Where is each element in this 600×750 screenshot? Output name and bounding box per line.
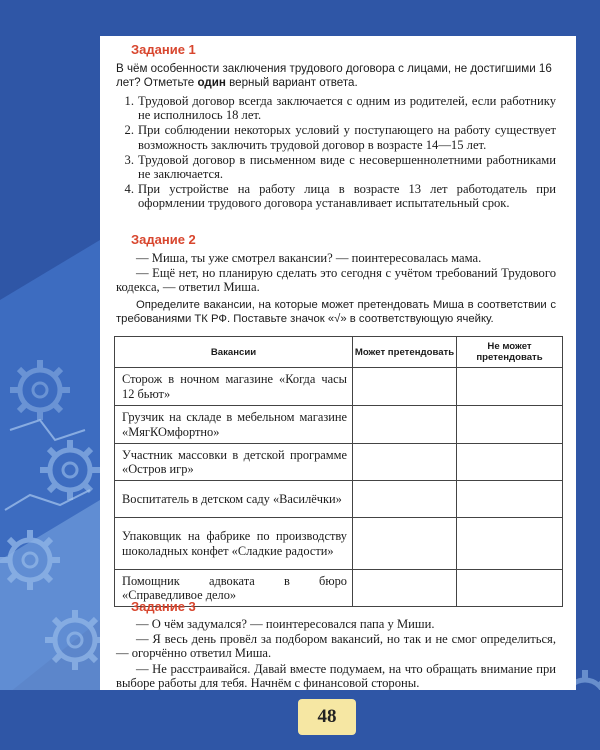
- header-cannot-apply: Не может претендовать: [457, 337, 563, 368]
- option-number: 4.: [124, 182, 134, 197]
- dialog-line: — Не расстраивайся. Давай вместе подумаем, на что обращать внимание при выборе работы для тебя. Начнём с финансовой стороны.: [116, 661, 556, 690]
- header-can-apply: Может претендовать: [353, 337, 457, 368]
- dialog-line: — О чём задумался? — поинтересовался папа у Миши.: [136, 617, 435, 631]
- can-apply-cell[interactable]: [353, 406, 457, 444]
- can-apply-cell[interactable]: [353, 570, 457, 607]
- task2-title: Задание 2: [131, 232, 196, 247]
- dialog-line: — Миша, ты уже смотрел вакансии? — поинтересовалась мама.: [136, 251, 482, 265]
- header-vacancies: Вакансии: [115, 337, 353, 368]
- task1-option[interactable]: [116, 153, 556, 181]
- page-number: 48: [298, 699, 356, 735]
- can-apply-cell[interactable]: [353, 481, 457, 518]
- vacancy-name: Упаковщик на фабрике по производству шоколадных конфет «Сладкие радости»: [115, 518, 353, 570]
- can-apply-cell[interactable]: [353, 518, 457, 570]
- vacancy-name: Участник массовки в детской программе «Остров игр»: [115, 444, 353, 481]
- task2-dialog: [116, 251, 556, 296]
- task3-dialog: [116, 617, 556, 691]
- cannot-apply-cell[interactable]: [457, 444, 563, 481]
- table-row: [115, 406, 563, 444]
- table-row: [115, 518, 563, 570]
- task1-option[interactable]: [116, 182, 556, 210]
- table-header-row: [115, 337, 563, 368]
- cannot-apply-cell[interactable]: [457, 518, 563, 570]
- task1-option[interactable]: [116, 123, 556, 151]
- vacancy-name: Воспитатель в детском саду «Василёчки»: [115, 481, 353, 518]
- dialog-line: — Ещё нет, но планирую сделать это сегодня с учётом требований Трудового кодекса, — ответил Миша.: [116, 266, 556, 295]
- vacancy-name: Грузчик на складе в мебельном магазине «МягКОмфортно»: [115, 406, 353, 444]
- option-text: Трудовой договор всегда заключается с одним из родителей, если работнику не исполнилось 18 лет.: [138, 94, 556, 123]
- task2-instruction: Определите вакансии, на которые может претендовать Миша в соответствии с требованиями ТК РФ. Поставьте значок «√» в соответствующую ячейку.: [116, 299, 556, 325]
- task1-title: Задание 1: [131, 42, 196, 57]
- can-apply-cell[interactable]: [353, 368, 457, 406]
- task1-question-bold: один: [197, 76, 226, 89]
- task1-option[interactable]: [116, 94, 556, 122]
- task1-question-part1: В чём особенности заключения трудового договора с лицами, не достигшими 16 лет? Отметьте: [116, 62, 552, 89]
- option-number: 3.: [124, 152, 134, 167]
- table-row: [115, 444, 563, 481]
- option-text: При соблюдении некоторых условий у поступающего на работу существует возможность заключить трудовой договор в возрасте 14—15 лет.: [138, 123, 556, 152]
- table-row: [115, 368, 563, 406]
- option-number: 2.: [124, 123, 134, 138]
- cannot-apply-cell[interactable]: [457, 481, 563, 518]
- vacancy-name: Сторож в ночном магазине «Когда часы 12 бьют»: [115, 368, 353, 406]
- cannot-apply-cell[interactable]: [457, 570, 563, 607]
- can-apply-cell[interactable]: [353, 444, 457, 481]
- task1-question: [116, 62, 556, 90]
- option-number: 1.: [124, 94, 134, 108]
- vacancies-table: [114, 336, 563, 607]
- cannot-apply-cell[interactable]: [457, 368, 563, 406]
- table-row: [115, 481, 563, 518]
- dialog-line: — Я весь день провёл за подбором вакансий, но так и не смог определиться, — огорчённо ответил Миша.: [116, 632, 556, 661]
- task1-options: [116, 94, 556, 212]
- vacancy-name: Помощник адвоката в бюро «Справедливое дело»: [115, 570, 353, 607]
- option-text: Трудовой договор в письменном виде с несовершеннолетними работниками не заключается.: [138, 152, 556, 182]
- option-text: При устройстве на работу лица в возрасте 13 лет работодатель при оформлении трудового договора устанавливает испытательный срок.: [138, 182, 556, 211]
- task3-title: Задание 3: [131, 599, 196, 614]
- task1-question-part2: верный вариант ответа.: [225, 76, 358, 89]
- cannot-apply-cell[interactable]: [457, 406, 563, 444]
